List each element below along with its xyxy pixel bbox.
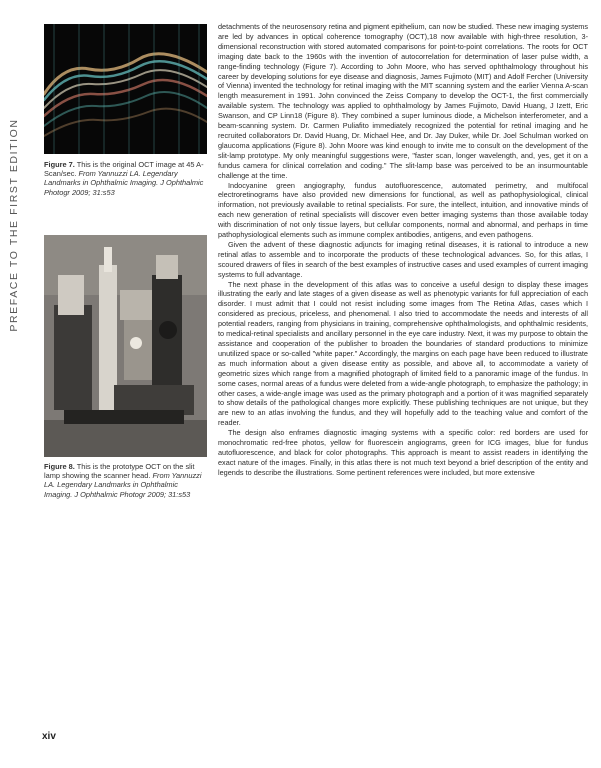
figure-8-description: This is the prototype OCT on the slit lamp showing the scanner head. <box>44 462 195 481</box>
paragraph: detachments of the neurosensory retina and pigment epithelium, can now be studied. These new imaging systems are led by advances in optical coherence tomography (OCT),18 now available with high-three resolution, 3-dimensional reconstruction with stored automated comparisons for point-to-point correlations. The roots for OCT imaging date back to the 1960s with the invention of autocorrelation for determination of laser pulse width, a range-finding technology (Figure 7). According to John Moore, who has served ophthalmology throughout his career by developing solutions for eye disease and diagnosis, James Fujimoto (MIT) and Adolf Fercher (University of Vienna) invented the technology for retinal imaging with the MIT scanning system and the earlier Vienna A-scan length measurement in 1991. John convinced the Zeiss Company to develop the OCT-1, the first commercially available system. The technology was applied to ophthalmology by James Fujimoto, David Huang, J Izett, Eric Swanson, and CP Linn18 (Figure 8). They combined a super luminous diode, a Michelson interferometer, and a beam-scanning system. Dr. Carmen Puliafito immediately recognized the potential for retinal imaging and he recruited collaborators Dr. David Huang, Dr. Michael Hee, and Dr. Jay Duker, while Dr. Joel Schulman worked on glaucoma applications (Figure 8). John Moore was kind enough to invite me to consult on the development of the slit-lamp prototype. My only meaningful suggestions were, "faster scan, longer wavelength, and, yes, get it on a fundus camera for clinical correlation and coding." The slit-lamp base was perceived to be an insurmountable challenge at the time. <box>218 22 588 180</box>
figure-7-caption <box>44 160 207 197</box>
figure-8-source: From Yannuzzi LA. Legendary Landmarks in Ophthalmic Imaging. J Ophthalmic Photogr 2009; 31:s53 <box>44 471 202 499</box>
figure-7-number: Figure 7. <box>44 160 75 169</box>
figure-8-caption <box>44 462 207 499</box>
body-text <box>218 22 588 478</box>
paragraph: The design also enframes diagnostic imaging systems with a specific color: red borders are used for monochromatic red-free photos, yellow for fluorescein angiograms, green for ICG images, blue for fundus autofluorescence, and black for color photographs. This approach is meant to assist readers in identifying the exact nature of the images. Finally, in this atlas there is not much text beyond a brief description of the entity and legends to describe the illustrations. Some pertinent references were included, but more extensive <box>218 428 588 477</box>
figure-8-number: Figure 8. <box>44 462 75 471</box>
figure-7-source: From Yannuzzi LA. Legendary Landmarks in Ophthalmic Imaging. J Ophthalmic Photogr 2009; 31:s53 <box>44 169 204 197</box>
paragraph: Indocyanine green angiography, fundus autofluorescence, automated perimetry, and multifocal electroretinograms have also provided new dimensions for functional, as well as pathophysiological, clinical information, not previously available to retinal specialists. For sure, the intellect, intuition, and innovative minds of each new generation of retinal specialists will discover even better imaging systems than those available today with discrimination of not only tissue layers, but cellular components, normal and abnormal, and perhaps in time pathophysiological elements such as immune complex antibodies, antigens, and even pathogens. <box>218 180 588 240</box>
figure-7-description: This is the original OCT image at 45 A-Scan/sec. <box>44 160 204 179</box>
figure-8-slit-lamp-photo <box>44 235 207 457</box>
figure-7-oct-image <box>44 24 207 154</box>
page-number: xiv <box>42 731 56 742</box>
section-side-label <box>2 120 26 330</box>
paragraph: The next phase in the development of this atlas was to conceive a useful design to display these images illustrating the early and late stages of a given disease as well as phenotypic variants for full appreciation of each disorder. I must admit that I could not resist including some images from The Retina Atlas, cases which I considered as precious, priceless, and phenomenal. I also tried to accommodate the needs and interests of all potential readers, ranging from physicians in training, comprehensive ophthalmologists, and ophthalmic residents, to medical-retinal specialists and ancillary personnel in the eye care industry. Next, it was my purpose to obtain the assistance and cooperation of the publisher to broaden the boundaries of standard productions to minimize unutilized space or so-called "white paper." Accordingly, the margins on each page have been reduced to illustrate as much information about a given disease entity as possible, and above all, to accommodate a variety of geometric sizes which range from a magnified photograph of limited field to a panoramic image of the fundus. In some cases, normal areas of a fundus were deleted from a wide-angle photograph, to emphasize the pathology; in other cases, a wide-angle image was used as the primary photograph and a portion of it was magnified separately to show details of the pathological changes more explicitly. These publishing techniques are not unique, but they are new to an atlas involving the fundus, and they will hopefully add to the teaching value and comfort of the reader. <box>218 279 588 428</box>
paragraph: Given the advent of these diagnostic adjuncts for imaging retinal diseases, it is rational to introduce a new retinal atlas to assemble and to incorporate the products of these technological advances. So, for this atlas, I scoured drawers of files in search of the best examples of instructive cases and used examples of current imaging systems to full advantage. <box>218 239 588 279</box>
side-label-text: PREFACE TO THE FIRST EDITION <box>8 118 20 332</box>
